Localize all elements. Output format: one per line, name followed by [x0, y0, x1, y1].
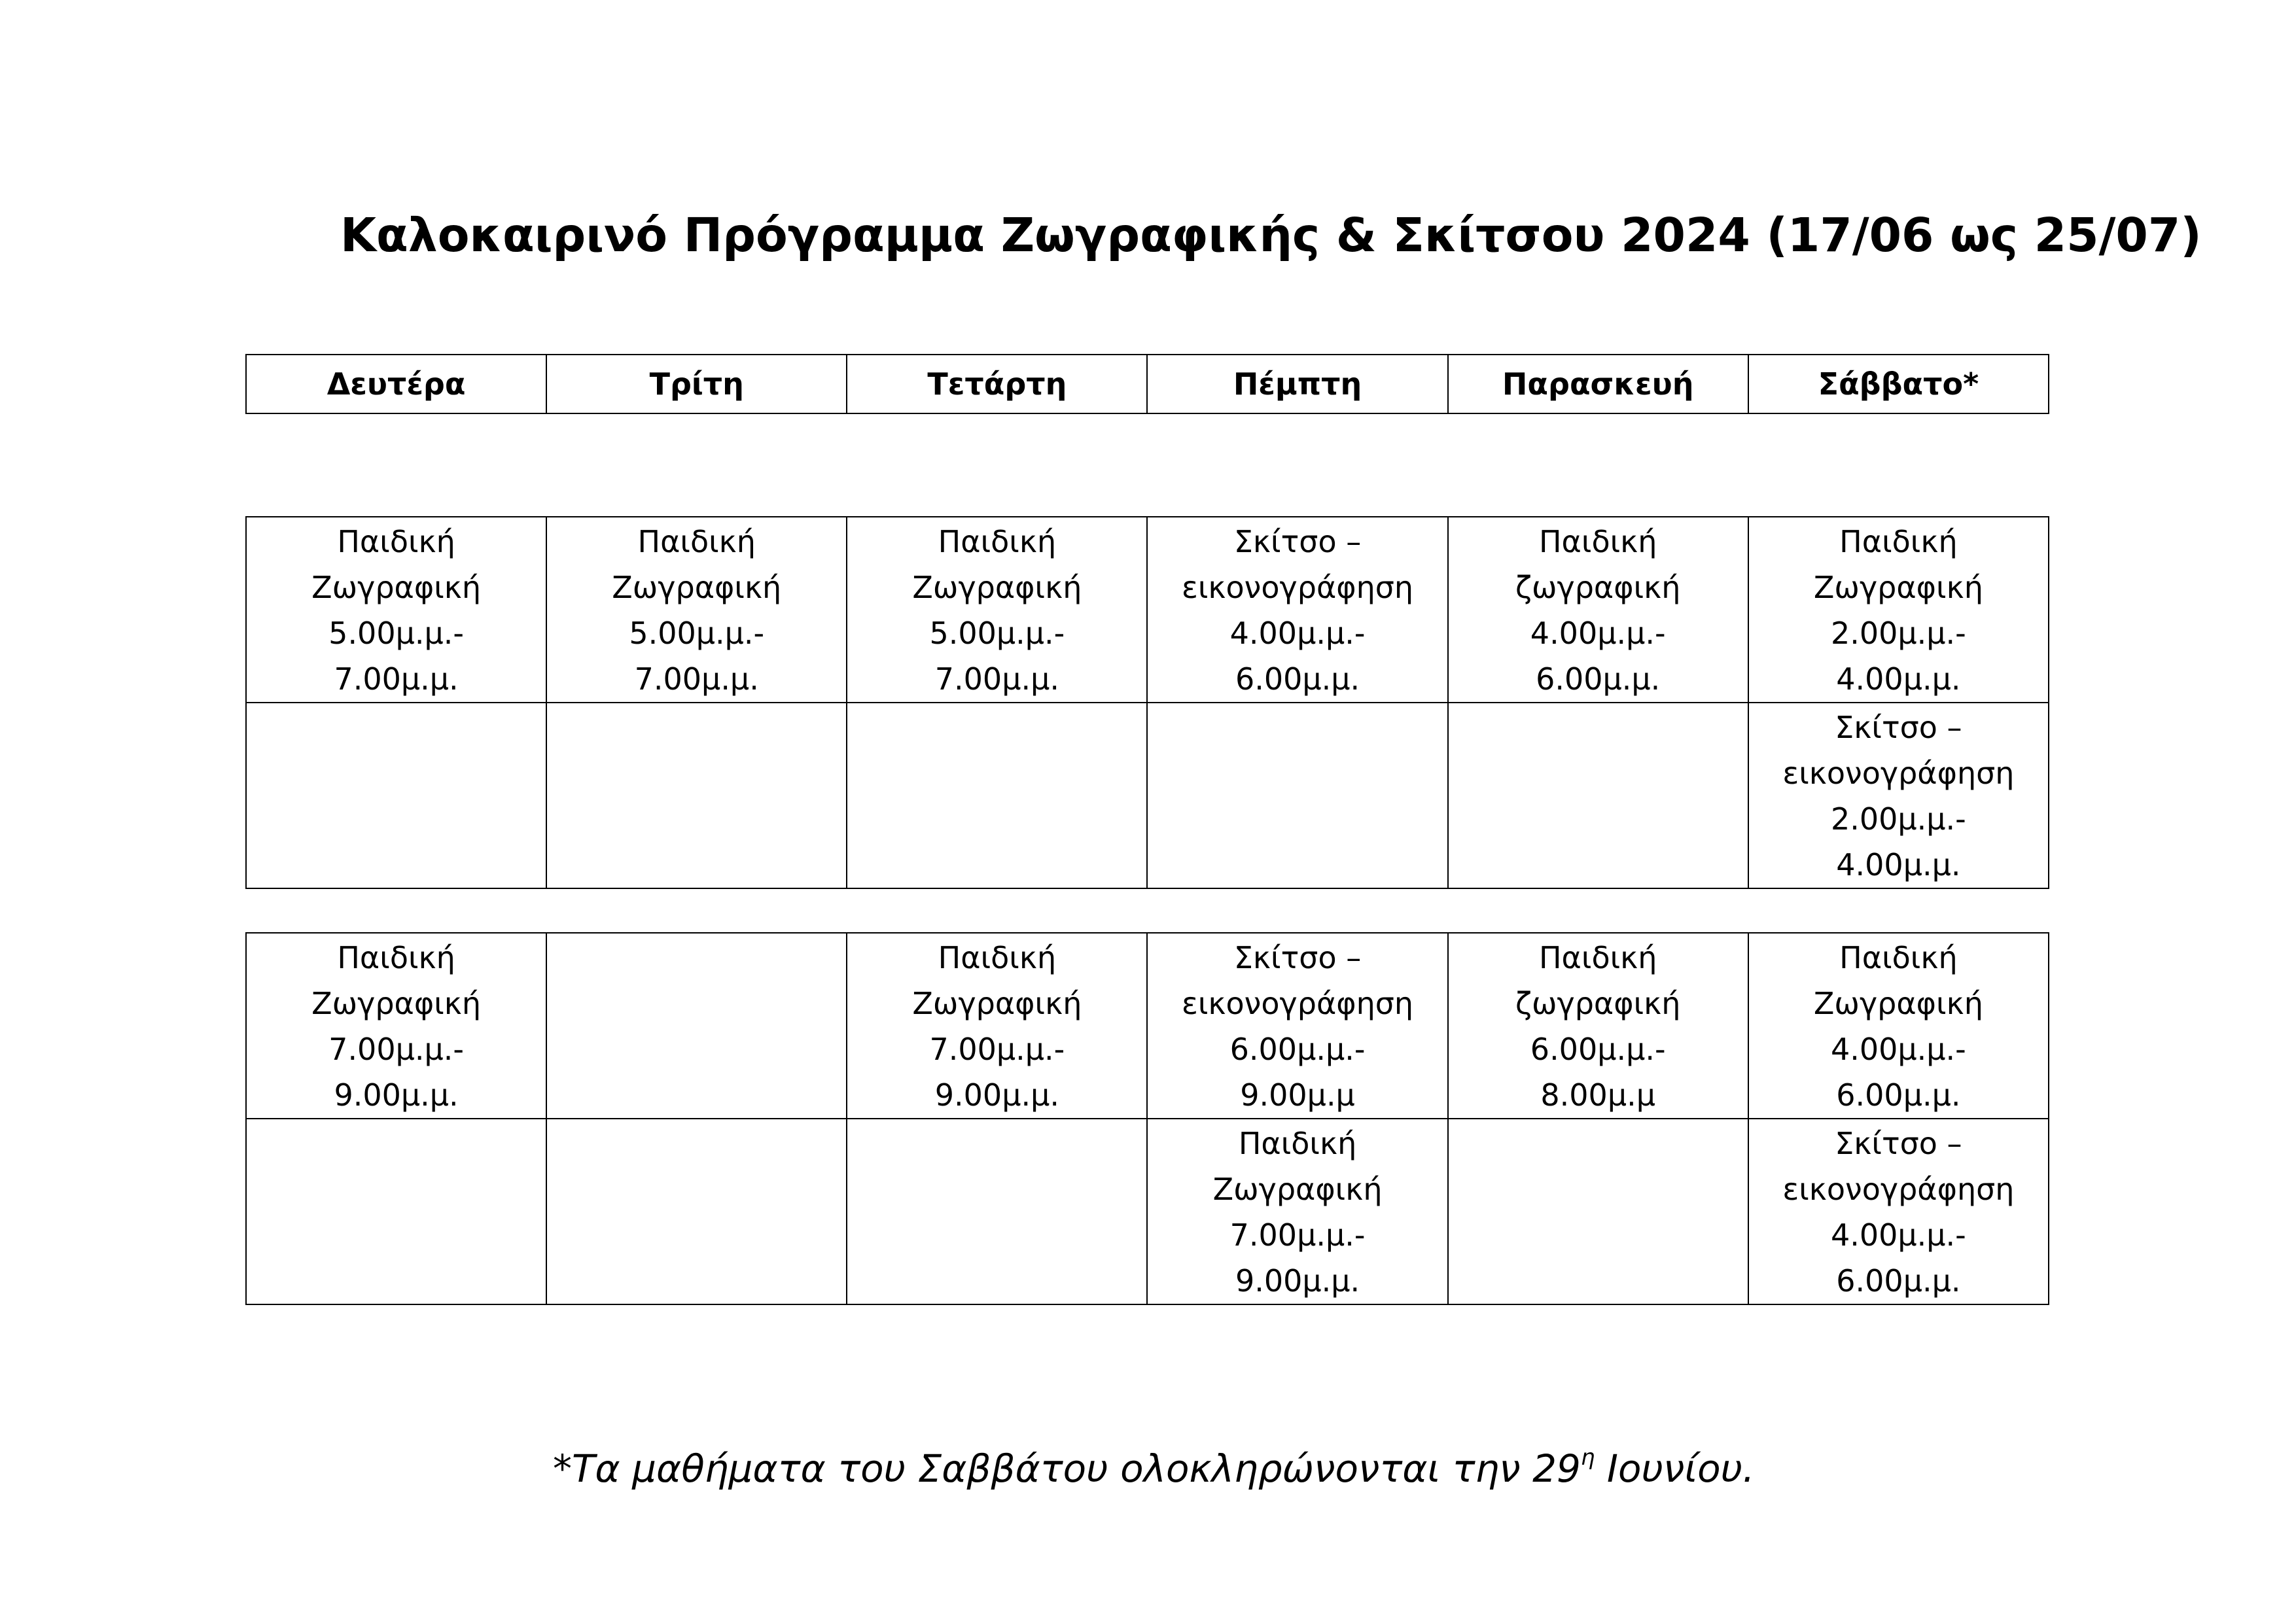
- class-end-time: 9.00μ.μ: [1240, 1077, 1355, 1113]
- empty-cell: [847, 703, 1147, 888]
- class-start-time: 4.00μ.μ.-: [1830, 1217, 1966, 1253]
- class-name-line2: Ζωγραφική: [311, 986, 482, 1021]
- class-slot: [1749, 934, 2048, 1118]
- class-name-line2: Ζωγραφική: [1813, 986, 1983, 1021]
- class-end-time: 7.00μ.μ.: [334, 661, 459, 697]
- class-name-line2: Ζωγραφική: [1813, 570, 1983, 605]
- class-name: Παιδική: [938, 940, 1057, 975]
- class-end-time: 8.00μ.μ: [1540, 1077, 1655, 1113]
- schedule-row: [246, 703, 2049, 888]
- footnote-ordinal: η: [1580, 1444, 1595, 1471]
- class-name-line2: εικονογράφηση: [1182, 986, 1414, 1021]
- schedule-block-2: [245, 932, 2049, 1305]
- class-name: Σκίτσο –: [1233, 524, 1362, 559]
- class-slot: [1749, 517, 2048, 702]
- empty-cell: [1448, 1119, 1748, 1304]
- class-end-time: 9.00μ.μ.: [934, 1077, 1059, 1113]
- footnote-text-end: Ιουνίου.: [1595, 1446, 1755, 1491]
- class-cell-saturday: [1748, 703, 2049, 888]
- class-name: Παιδική: [1839, 524, 1958, 559]
- class-name-line2: Ζωγραφική: [912, 986, 1082, 1021]
- empty-cell: [546, 703, 847, 888]
- day-header-thursday: Πέμπτη: [1147, 355, 1447, 413]
- day-header-tuesday: Τρίτη: [546, 355, 847, 413]
- class-slot: [1749, 703, 2048, 888]
- class-cell-monday: [246, 517, 546, 703]
- class-end-time: 6.00μ.μ.: [1536, 661, 1661, 697]
- days-header-table: [245, 354, 2049, 414]
- class-slot: [1449, 934, 1748, 1118]
- empty-cell: [246, 703, 546, 888]
- class-name: Παιδική: [1538, 524, 1657, 559]
- days-header-row: [246, 355, 2049, 413]
- class-start-time: 6.00μ.μ.-: [1229, 1032, 1366, 1067]
- class-start-time: 4.00μ.μ.-: [1229, 616, 1366, 651]
- class-end-time: 9.00μ.μ.: [1235, 1263, 1360, 1299]
- class-start-time: 7.00μ.μ.-: [328, 1032, 464, 1067]
- class-cell-wednesday: [847, 933, 1147, 1119]
- class-slot: [847, 517, 1146, 702]
- class-cell-tuesday: [546, 517, 847, 703]
- class-slot: [1148, 517, 1447, 702]
- class-cell-saturday: [1748, 1119, 2049, 1304]
- class-slot: [1148, 1119, 1447, 1304]
- class-name-line2: Ζωγραφική: [912, 570, 1082, 605]
- class-cell-saturday: [1748, 517, 2049, 703]
- saturday-footnote: [553, 1439, 1862, 1498]
- class-cell-monday: [246, 933, 546, 1119]
- class-name: Παιδική: [1839, 940, 1958, 975]
- class-start-time: 5.00μ.μ.-: [629, 616, 765, 651]
- schedule-row: [246, 933, 2049, 1119]
- class-name-line2: εικονογράφηση: [1782, 756, 2015, 791]
- class-start-time: 7.00μ.μ.-: [1229, 1217, 1366, 1253]
- class-end-time: 6.00μ.μ.: [1836, 1263, 1961, 1299]
- class-name: Σκίτσο –: [1835, 710, 1962, 745]
- empty-cell: [1147, 703, 1447, 888]
- class-name-line2: Ζωγραφική: [612, 570, 782, 605]
- class-end-time: 6.00μ.μ.: [1235, 661, 1360, 697]
- class-name: Σκίτσο –: [1233, 940, 1362, 975]
- class-slot: [1749, 1119, 2048, 1304]
- class-name: Σκίτσο –: [1835, 1126, 1962, 1161]
- class-cell-thursday: [1147, 1119, 1447, 1304]
- day-header-saturday: Σάββατο*: [1748, 355, 2049, 413]
- class-slot: [1449, 517, 1748, 702]
- class-name-line2: ζωγραφική: [1515, 986, 1681, 1021]
- empty-cell: [246, 1119, 546, 1304]
- class-start-time: 4.00μ.μ.-: [1530, 616, 1666, 651]
- schedule-row: [246, 517, 2049, 703]
- class-name-line2: Ζωγραφική: [311, 570, 482, 605]
- empty-cell: [546, 933, 847, 1119]
- class-name-line2: ζωγραφική: [1515, 570, 1681, 605]
- class-slot: [247, 934, 546, 1118]
- class-cell-thursday: [1147, 517, 1447, 703]
- schedule-row: [246, 1119, 2049, 1304]
- class-name: Παιδική: [1238, 1126, 1357, 1161]
- class-start-time: 2.00μ.μ.-: [1830, 616, 1966, 651]
- class-slot: [847, 934, 1146, 1118]
- class-name-line2: εικονογράφηση: [1182, 570, 1414, 605]
- footnote-text: *Τα μαθήματα του Σαββάτου ολοκληρώνονται την 29: [553, 1446, 1581, 1491]
- class-slot: [1148, 934, 1447, 1118]
- class-slot: [547, 517, 846, 702]
- class-end-time: 4.00μ.μ.: [1836, 847, 1961, 882]
- empty-cell: [847, 1119, 1147, 1304]
- class-start-time: 5.00μ.μ.-: [929, 616, 1065, 651]
- class-name-line2: εικονογράφηση: [1782, 1172, 2015, 1207]
- class-name: Παιδική: [637, 524, 756, 559]
- class-end-time: 7.00μ.μ.: [634, 661, 759, 697]
- class-end-time: 9.00μ.μ.: [334, 1077, 459, 1113]
- class-end-time: 4.00μ.μ.: [1836, 661, 1961, 697]
- class-cell-friday: [1448, 933, 1748, 1119]
- empty-cell: [1448, 703, 1748, 888]
- day-header-wednesday: Τετάρτη: [847, 355, 1147, 413]
- schedule-block-1: [245, 516, 2049, 889]
- day-header-friday: Παρασκευή: [1448, 355, 1748, 413]
- empty-cell: [546, 1119, 847, 1304]
- class-cell-saturday: [1748, 933, 2049, 1119]
- class-start-time: 4.00μ.μ.-: [1830, 1032, 1966, 1067]
- class-start-time: 6.00μ.μ.-: [1530, 1032, 1666, 1067]
- class-start-time: 5.00μ.μ.-: [328, 616, 464, 651]
- class-end-time: 7.00μ.μ.: [934, 661, 1059, 697]
- class-name: Παιδική: [337, 524, 455, 559]
- class-slot: [247, 517, 546, 702]
- class-start-time: 7.00μ.μ.-: [929, 1032, 1065, 1067]
- class-cell-wednesday: [847, 517, 1147, 703]
- class-name-line2: Ζωγραφική: [1212, 1172, 1383, 1207]
- class-name: Παιδική: [938, 524, 1057, 559]
- page-title: Καλοκαιρινό Πρόγραμμα Ζωγραφικής & Σκίτσου 2024 (17/06 ως 25/07): [340, 208, 2202, 262]
- day-header-monday: Δευτέρα: [246, 355, 546, 413]
- class-end-time: 6.00μ.μ.: [1836, 1077, 1961, 1113]
- class-name: Παιδική: [1538, 940, 1657, 975]
- class-start-time: 2.00μ.μ.-: [1830, 801, 1966, 837]
- class-cell-thursday: [1147, 933, 1447, 1119]
- class-cell-friday: [1448, 517, 1748, 703]
- class-name: Παιδική: [337, 940, 455, 975]
